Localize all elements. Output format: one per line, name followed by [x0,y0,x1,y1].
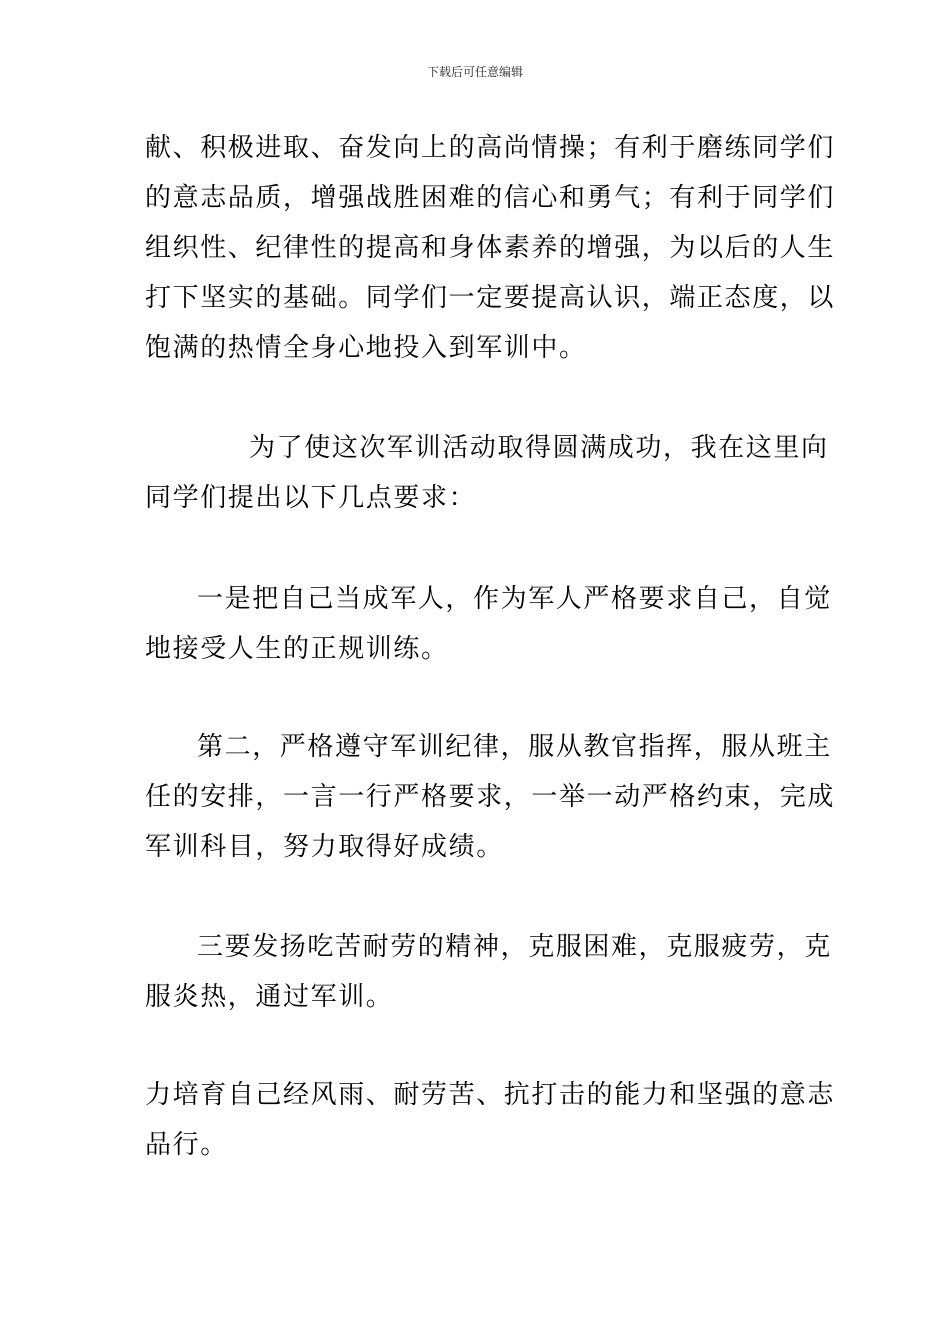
paragraph-line: 一是把自己当成军人，作为军人严格要求自己，自觉 [197,584,832,614]
paragraph-line: 饱满的热情全身心地投入到军训中。 [145,333,587,363]
paragraph-1 [145,123,836,373]
paragraph-line: 第二，严格遵守军训纪律，服从教官指挥，服从班主 [197,732,832,762]
paragraph-line: 三要发扬吃苦耐劳的精神，克服困难，克服疲劳，克 [197,932,832,962]
paragraph-line: 服炎热，通过军训。 [145,982,394,1012]
paragraph-line: 军训科目，努力取得好成绩。 [145,832,504,862]
paragraph-line: 组织性、纪律性的提高和身体素养的增强，为以后的人生 [145,233,836,263]
paragraph-2 [145,423,829,523]
paragraph-line: 同学们提出以下几点要求： [145,483,477,513]
paragraph-line: 任的安排，一言一行严格要求，一举一动严格约束，完成 [145,782,836,812]
paragraph-line: 打下坚实的基础。同学们一定要提高认识，端正态度，以 [145,283,836,313]
paragraph-5 [145,922,832,1022]
header-note: 下载后可任意编辑 [426,65,523,79]
paragraph-6 [145,1070,836,1170]
paragraph-line: 地接受人生的正规训练。 [145,634,449,664]
paragraph-line: 的意志品质，增强战胜困难的信心和勇气；有利于同学们 [145,183,836,213]
paragraph-line: 献、积极进取、奋发向上的高尚情操；有利于磨练同学们 [145,133,836,163]
paragraph-line: 力培育自己经风雨、耐劳苦、抗打击的能力和坚强的意志 [145,1080,836,1110]
paragraph-4 [145,722,836,872]
paragraph-line: 为了使这次军训活动取得圆满成功，我在这里向 [249,433,829,463]
paragraph-line: 品行。 [145,1130,228,1160]
paragraph-3 [145,574,832,674]
